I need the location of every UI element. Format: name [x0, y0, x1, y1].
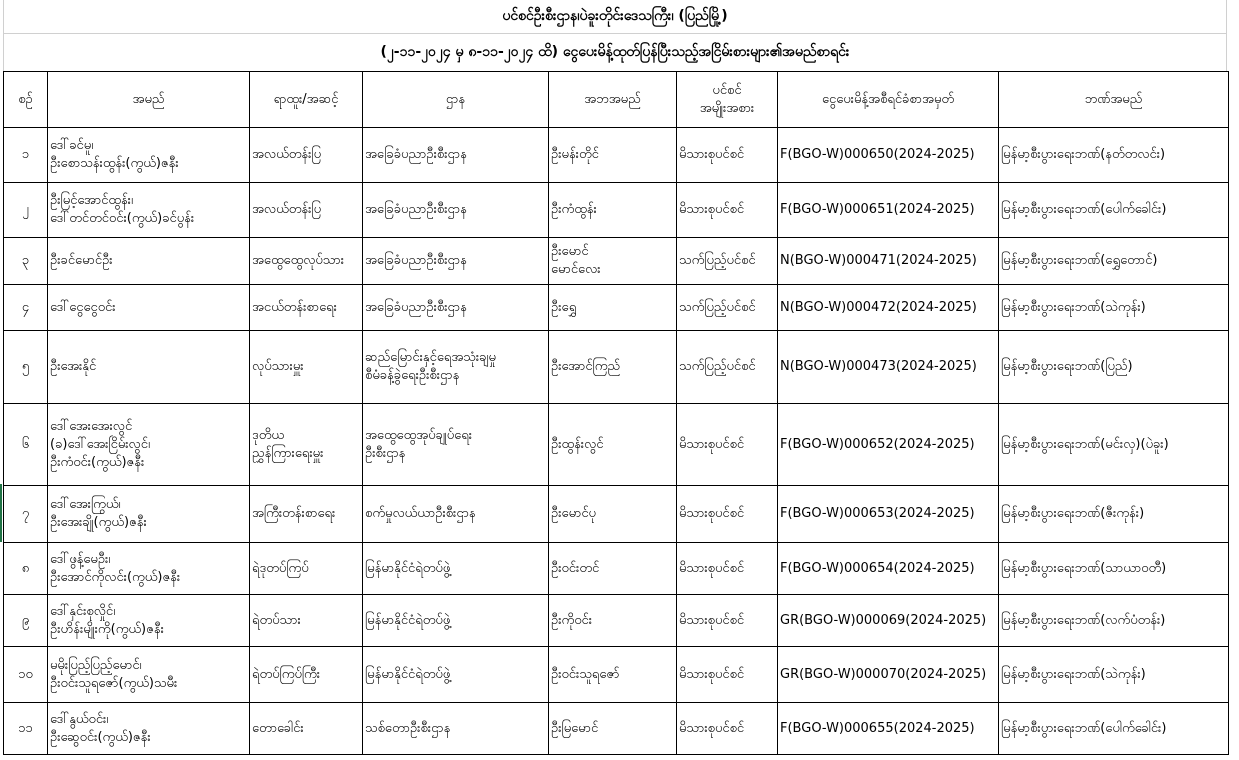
cell-name-line: (ခ)ဒေါ်အေးငြိမ်းလွင်၊: [50, 436, 151, 452]
cell-rank[interactable]: [250, 404, 363, 486]
cell-pension-type[interactable]: မိသားစုပင်စင်: [677, 703, 778, 755]
cell-rank[interactable]: [250, 486, 363, 543]
col-header-pension-type: [677, 72, 778, 128]
cell-order-no[interactable]: N(BGO-W)000473(2024-2025): [778, 331, 999, 404]
cell-rank[interactable]: [250, 543, 363, 595]
cell-department[interactable]: [363, 647, 549, 703]
col-header-department: ဌာန: [363, 72, 549, 128]
cell-department-line: မြန်မာနိုင်ငံရဲတပ်ဖွဲ့: [365, 612, 451, 628]
cell-father[interactable]: [549, 404, 677, 486]
table-row: [4, 486, 1229, 543]
cell-father-line: ဦးအောင်ကြည်: [551, 359, 621, 374]
cell-department-line: အခြေခံပညာဦးစီးဌာန: [365, 253, 467, 268]
cell-no[interactable]: ၁၁: [4, 703, 48, 755]
cell-bank[interactable]: မြန်မာ့စီးပွားရေးဘဏ်(သဲကုန်း): [999, 647, 1229, 703]
cell-bank[interactable]: မြန်မာ့စီးပွားရေးဘဏ်(ရွှေတောင်): [999, 238, 1229, 285]
cell-bank[interactable]: မြန်မာ့စီးပွားရေးဘဏ်(သဲကုန်း): [999, 285, 1229, 331]
cell-department[interactable]: [363, 331, 549, 404]
table-row: [4, 238, 1229, 285]
cell-pension-type[interactable]: မိသားစုပင်စင်: [677, 543, 778, 595]
cell-department-line: အထွေထွေအုပ်ချုပ်ရေး: [365, 427, 473, 443]
cell-order-no[interactable]: F(BGO-W)000655(2024-2025): [778, 703, 999, 755]
cell-order-no[interactable]: N(BGO-W)000472(2024-2025): [778, 285, 999, 331]
cell-name[interactable]: [48, 543, 250, 595]
col-header-rank: ရာထူး/အဆင့်: [250, 72, 363, 128]
cell-bank[interactable]: မြန်မာ့စီးပွားရေးဘဏ်(လက်ပံတန်း): [999, 595, 1229, 647]
cell-no[interactable]: ၃: [4, 238, 48, 285]
cell-department-line: သစ်တောဦးစီးဌာန: [365, 720, 451, 736]
cell-department-line: စီမံခန့်ခွဲရေးဦးစီးဌာန: [365, 368, 460, 383]
cell-department-line: စက်မှုလယ်ယာဦးစီးဌာန: [365, 506, 476, 521]
cell-order-no[interactable]: F(BGO-W)000650(2024-2025): [778, 128, 999, 183]
cell-father-line: ဦးရွှေ: [551, 299, 577, 315]
table-row: [4, 404, 1229, 486]
cell-rank[interactable]: [250, 595, 363, 647]
cell-name-line: ဒေါ်ဖွန့်မေဦး၊: [50, 551, 111, 567]
table-row: [4, 183, 1229, 238]
row-selection-marker: [0, 484, 2, 542]
cell-name-line: ဦးအေးချို(ကွယ်)ဇနီး: [50, 515, 147, 530]
cell-order-no[interactable]: F(BGO-W)000654(2024-2025): [778, 543, 999, 595]
col-header-pension-type-line1: ပင်စင်: [712, 82, 742, 98]
cell-father[interactable]: [549, 543, 677, 595]
cell-bank[interactable]: မြန်မာ့စီးပွားရေးဘဏ်(နတ်တလင်း): [999, 128, 1229, 183]
cell-rank-line: တောခေါင်း: [252, 720, 304, 736]
table-row: [4, 285, 1229, 331]
cell-order-no[interactable]: F(BGO-W)000653(2024-2025): [778, 486, 999, 543]
cell-department[interactable]: [363, 183, 549, 238]
cell-rank-line: အလယ်တန်းပြ: [252, 202, 322, 217]
cell-name[interactable]: [48, 486, 250, 543]
col-header-name: အမည်: [48, 72, 250, 128]
cell-rank[interactable]: [250, 647, 363, 703]
cell-pension-type[interactable]: မိသားစုပင်စင်: [677, 486, 778, 543]
cell-bank[interactable]: မြန်မာ့စီးပွားရေးဘဏ်(မင်းလှ)(ပဲခူး): [999, 404, 1229, 486]
cell-rank-line: ရဲဒုတပ်ကြပ်: [252, 560, 309, 576]
cell-rank[interactable]: [250, 183, 363, 238]
cell-name[interactable]: [48, 183, 250, 238]
cell-rank-line: ရဲတပ်ကြပ်ကြီး: [252, 666, 321, 682]
cell-father-line: မောင်လေး: [551, 262, 601, 277]
cell-pension-type[interactable]: မိသားစုပင်စင်: [677, 183, 778, 238]
cell-father[interactable]: [549, 647, 677, 703]
cell-name-line: ဦးကံဝင်း(ကွယ်)ဇနီး: [50, 454, 145, 470]
cell-rank-line: လုပ်သားမှူး: [252, 359, 304, 374]
cell-department[interactable]: [363, 703, 549, 755]
cell-rank[interactable]: [250, 238, 363, 285]
cell-name-line: ဦးဝင်းသူရဇော်(ကွယ်)သမီး: [50, 675, 178, 691]
cell-rank-line: အလယ်တန်းပြ: [252, 147, 322, 162]
cell-department[interactable]: [363, 285, 549, 331]
cell-father[interactable]: [549, 331, 677, 404]
cell-no[interactable]: ၁၀: [4, 647, 48, 703]
cell-department[interactable]: [363, 543, 549, 595]
cell-name[interactable]: [48, 703, 250, 755]
cell-rank[interactable]: [250, 331, 363, 404]
cell-department[interactable]: [363, 486, 549, 543]
cell-name-line: ဒေါ်အေးကြွယ်၊: [50, 497, 121, 512]
table-row: [4, 543, 1229, 595]
cell-name-line: ဒေါ်အေးအေးလွင်: [50, 418, 133, 434]
cell-father[interactable]: [549, 486, 677, 543]
cell-bank[interactable]: မြန်မာ့စီးပွားရေးဘဏ်(ဇီးကုန်း): [999, 486, 1229, 543]
cell-name[interactable]: [48, 404, 250, 486]
cell-no[interactable]: ၄: [4, 285, 48, 331]
cell-order-no[interactable]: GR(BGO-W)000069(2024-2025): [778, 595, 999, 647]
table-row: [4, 703, 1229, 755]
cell-bank[interactable]: မြန်မာ့စီးပွားရေးဘဏ်(ပေါက်ခေါင်း): [999, 183, 1229, 238]
cell-name-line: ဦးစောသန်းထွန်း(ကွယ်)ဇနီး: [50, 156, 179, 171]
cell-name-line: ဦးခင်မောင်ဦး: [50, 253, 113, 268]
table-header-row: [4, 72, 1229, 128]
cell-name[interactable]: [48, 647, 250, 703]
cell-name[interactable]: [48, 331, 250, 404]
cell-father-line: ဦးထွန်းလွင်: [551, 436, 604, 452]
cell-name-line: ဦးအောင်ကိုလင်း(ကွယ်)ဇနီး: [50, 569, 181, 585]
cell-department-line: အခြေခံပညာဦးစီးဌာန: [365, 202, 467, 217]
cell-no[interactable]: ၈: [4, 543, 48, 595]
cell-bank[interactable]: မြန်မာ့စီးပွားရေးဘဏ်(သာယာဝတီ): [999, 543, 1229, 595]
col-header-bank: ဘဏ်အမည်: [999, 72, 1229, 128]
cell-bank[interactable]: မြန်မာ့စီးပွားရေးဘဏ်(ပြည်): [999, 331, 1229, 404]
cell-rank-line: အထွေထွေလုပ်သား: [252, 253, 345, 268]
col-header-father: အဘအမည်: [549, 72, 677, 128]
cell-no[interactable]: ၆: [4, 404, 48, 486]
cell-father-line: ဦးမြမောင်: [551, 720, 599, 736]
cell-pension-type[interactable]: မိသားစုပင်စင်: [677, 647, 778, 703]
cell-order-no[interactable]: F(BGO-W)000651(2024-2025): [778, 183, 999, 238]
cell-father[interactable]: [549, 238, 677, 285]
cell-name-line: ဒေါ်တင်တင်ဝင်း(ကွယ်)ခင်ပွန်း: [50, 211, 195, 226]
cell-name[interactable]: [48, 595, 250, 647]
cell-department[interactable]: [363, 238, 549, 285]
cell-no[interactable]: ၂: [4, 183, 48, 238]
cell-name-line: မမိုးပြည့်ပြည့်မောင်၊: [50, 657, 142, 673]
cell-father-line: ဦးဝင်းသူရဇော်: [551, 666, 620, 682]
cell-name-line: ဒေါ်ငွေငွေဝင်း: [50, 299, 116, 315]
cell-name[interactable]: [48, 238, 250, 285]
cell-pension-type[interactable]: မိသားစုပင်စင်: [677, 595, 778, 647]
cell-name[interactable]: [48, 128, 250, 183]
cell-pension-type[interactable]: မိသားစုပင်စင်: [677, 128, 778, 183]
cell-department[interactable]: [363, 128, 549, 183]
cell-name-line: ဦးဆွေဝင်း(ကွယ်)ဇနီး: [50, 729, 151, 745]
cell-name-line: ဒေါ်နွယ်ဝင်း၊: [50, 711, 109, 727]
cell-department-line: အခြေခံပညာဦးစီးဌာန: [365, 299, 467, 315]
cell-rank-line: ရဲတပ်သား: [252, 612, 301, 628]
table-row: [4, 128, 1229, 183]
cell-rank-line: ညွှန်ကြားရေးမှူး: [252, 445, 324, 461]
cell-department-line: မြန်မာနိုင်ငံရဲတပ်ဖွဲ့: [365, 560, 451, 576]
cell-department[interactable]: [363, 595, 549, 647]
cell-father[interactable]: [549, 285, 677, 331]
cell-pension-type[interactable]: သက်ပြည့်ပင်စင်: [677, 331, 778, 404]
cell-father[interactable]: [549, 128, 677, 183]
cell-father-line: ဦးမောင်: [551, 244, 589, 259]
cell-department[interactable]: [363, 404, 549, 486]
cell-pension-type[interactable]: သက်ပြည့်ပင်စင်: [677, 285, 778, 331]
table-row: [4, 595, 1229, 647]
cell-department-line: ဆည်မြောင်းနှင့်ရေအသုံးချမှု: [365, 350, 496, 365]
cell-rank[interactable]: [250, 285, 363, 331]
cell-father-line: ဦးဝင်းတင်: [551, 560, 600, 576]
cell-no[interactable]: ၁: [4, 128, 48, 183]
cell-pension-type[interactable]: သက်ပြည့်ပင်စင်: [677, 238, 778, 285]
page-subtitle: (၂-၁၁-၂၀၂၄ မှ ၈-၁၁-၂၀၂၄ ထိ) ငွေပေးမိန့်ထုတ်ပြန်ပြီးသည့်အငြိမ်းစားများ၏အမည်စာရင်း: [3, 34, 1227, 71]
col-header-no: စဉ်: [4, 72, 48, 128]
table-row: [4, 647, 1229, 703]
cell-department-line: မြန်မာနိုင်ငံရဲတပ်ဖွဲ့: [365, 666, 451, 682]
cell-father-line: ဦးမောင်ပု: [551, 506, 596, 521]
cell-rank-line: အကြီးတန်းစာရေး: [252, 506, 336, 521]
cell-rank-line: အငယ်တန်းစာရေး: [252, 299, 337, 315]
cell-father[interactable]: [549, 183, 677, 238]
cell-name-line: ဦးဟိန်းမျိုးကို(ကွယ်)ဇနီး: [50, 621, 164, 637]
cell-pension-type[interactable]: မိသားစုပင်စင်: [677, 404, 778, 486]
cell-name-line: ဒေါ်နှင်းစုလှိုင်၊: [50, 603, 116, 619]
pensioner-table: [3, 71, 1229, 755]
cell-father-line: ဦးကံထွန်း: [551, 202, 597, 217]
cell-name[interactable]: [48, 285, 250, 331]
cell-no[interactable]: ၇: [4, 486, 48, 543]
cell-name-line: ဦးအေးနိုင်: [50, 359, 97, 374]
cell-bank[interactable]: မြန်မာ့စီးပွားရေးဘဏ်(ပေါက်ခေါင်း): [999, 703, 1229, 755]
cell-name-line: ဒေါ်ခင်မူ၊: [50, 138, 94, 153]
cell-rank[interactable]: [250, 703, 363, 755]
cell-rank-line: ဒုတိယ: [252, 427, 285, 443]
cell-order-no[interactable]: GR(BGO-W)000070(2024-2025): [778, 647, 999, 703]
cell-name-line: ဦးမြင့်အောင်ထွန်း၊: [50, 193, 134, 208]
cell-father[interactable]: [549, 595, 677, 647]
col-header-order-no: ငွေပေးမိန့်အစီရင်ခံစာအမှတ်: [778, 72, 999, 128]
table-row: [4, 331, 1229, 404]
cell-order-no[interactable]: F(BGO-W)000652(2024-2025): [778, 404, 999, 486]
cell-father-line: ဦးမန်းတိုင်: [551, 147, 599, 162]
cell-no[interactable]: ၉: [4, 595, 48, 647]
page-title: ပင်စင်ဦးစီးဌာန၊ပဲခူးတိုင်းဒေသကြီး၊ (ပြည်မြို့): [3, 0, 1227, 34]
col-header-pension-type-line2: အမျိုးအစား: [699, 100, 755, 116]
cell-department-line: အခြေခံပညာဦးစီးဌာန: [365, 147, 467, 162]
cell-rank[interactable]: [250, 128, 363, 183]
cell-father-line: ဦးကိုဝင်း: [551, 612, 593, 628]
cell-order-no[interactable]: N(BGO-W)000471(2024-2025): [778, 238, 999, 285]
cell-department-line: ဦးစီးဌာန: [365, 445, 406, 461]
cell-no[interactable]: ၅: [4, 331, 48, 404]
cell-father[interactable]: [549, 703, 677, 755]
